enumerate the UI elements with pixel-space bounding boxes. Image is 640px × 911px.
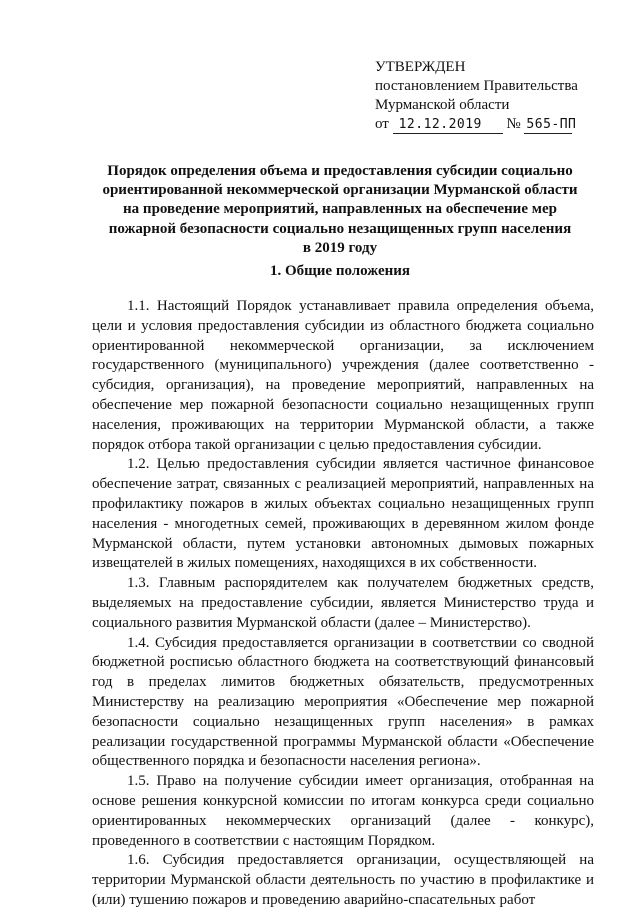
- title-line: Порядок определения объема и предоставления субсидии социально: [107, 163, 573, 179]
- document-body: [92, 297, 594, 911]
- paragraph-line: Министерству на реализацию мероприятия «Обеспечение мер пожарной: [92, 693, 594, 710]
- paragraph-line: профилактику пожаров в жилых объектах социально незащищенных групп: [92, 495, 594, 512]
- paragraph-line: бюджетной росписью областного бюджета на соответствующий финансовый: [92, 654, 594, 671]
- paragraph-line: реализации государственной программы Мурманской области «Обеспечение: [92, 733, 594, 750]
- approval-stamp: [375, 58, 615, 134]
- section-heading: 1. Общие положения: [269, 263, 411, 279]
- paragraph-line: территории Мурманской области деятельность по участию в профилактике и: [92, 872, 594, 889]
- paragraph-line: год в пределах лимитов бюджетных обязательств, предусмотренных: [92, 674, 594, 691]
- paragraph-line: 1.5. Право на получение субсидии имеет организация, отобранная на: [127, 773, 594, 790]
- title-line: в 2019 году: [302, 239, 378, 256]
- date-prefix: от: [375, 116, 389, 132]
- paragraph-line: цели и условия предоставления субсидии из областного бюджета социально: [92, 317, 594, 334]
- paragraph-line: социального развития Мурманской области (далее – Министерство).: [92, 614, 531, 631]
- paragraph-line: извещателей в жилых помещениях, находящихся в их собственности.: [92, 555, 537, 572]
- paragraph-line: Мурманской области, путем установки автономных дымовых пожарных: [92, 535, 594, 552]
- paragraph-line: 1.2. Целью предоставления субсидии является частичное финансовое: [127, 456, 594, 473]
- title-line: на проведение мероприятий, направленных на обеспечение мер: [123, 201, 557, 218]
- paragraph-line: государственного (муниципального) учреждения (далее соответственно -: [92, 357, 594, 374]
- paragraph-line: (или) тушению пожаров и проведению аварийно-спасательных работ: [92, 891, 536, 908]
- approval-date-line: [375, 115, 615, 134]
- paragraph-line: порядок отбора такой организации с целью предоставления субсидии.: [92, 436, 542, 453]
- paragraph-line: обеспечение мер пожарной безопасности социально незащищенных групп: [92, 396, 594, 413]
- paragraph-line: 1.3. Главным распорядителем как получателем бюджетных средств,: [127, 575, 594, 592]
- paragraph-line: выделяемых на предоставление субсидии, является Министерство труда и: [92, 594, 594, 611]
- paragraph-line: 1.6. Субсидия предоставляется организации, осуществляющей на: [127, 852, 594, 869]
- paragraph-line: населения, проживающих на территории Мурманской области, а также: [92, 416, 594, 433]
- approval-region-line: Мурманской области: [375, 97, 510, 113]
- approval-heading: УТВЕРЖДЕН: [375, 59, 466, 75]
- title-line: пожарной безопасности социально незащищенных групп населения: [108, 220, 572, 237]
- approval-resolution-line: постановлением Правительства: [375, 78, 578, 94]
- number-prefix: №: [506, 116, 521, 132]
- paragraph-line: основе решения конкурсной комиссии по итогам конкурса среди социально: [92, 792, 594, 809]
- paragraph-line: ориентированной некоммерческой организации, за исключением: [92, 337, 594, 354]
- document-title: [92, 162, 588, 258]
- paragraph-line: проведенного в соответствии с настоящим Порядком.: [92, 832, 436, 849]
- title-line: ориентированной некоммерческой организации Мурманской области: [102, 182, 578, 199]
- paragraph-line: обеспечение затрат, связанных с реализацией мероприятий, направленных на: [92, 476, 594, 493]
- approval-number: 565-ПП: [526, 117, 577, 132]
- paragraph-line: субсидия, организация), на проведение мероприятий, направленных на: [92, 377, 594, 394]
- paragraph-line: населения - многодетных семей, проживающих в деревянном жилом фонде: [92, 515, 594, 532]
- paragraph-line: общественного порядка и безопасности населения региона».: [92, 753, 481, 770]
- paragraph-line: 1.1. Настоящий Порядок устанавливает правила определения объема,: [127, 298, 594, 314]
- approval-date: 12.12.2019: [393, 117, 503, 134]
- paragraph-line: безопасности социально незащищенных групп населения» в рамках: [92, 713, 594, 730]
- paragraph-line: ориентированных некоммерческих организаций (далее - конкурс),: [92, 812, 594, 829]
- paragraph-line: 1.4. Субсидия предоставляется организации в соответствии со сводной: [127, 634, 594, 651]
